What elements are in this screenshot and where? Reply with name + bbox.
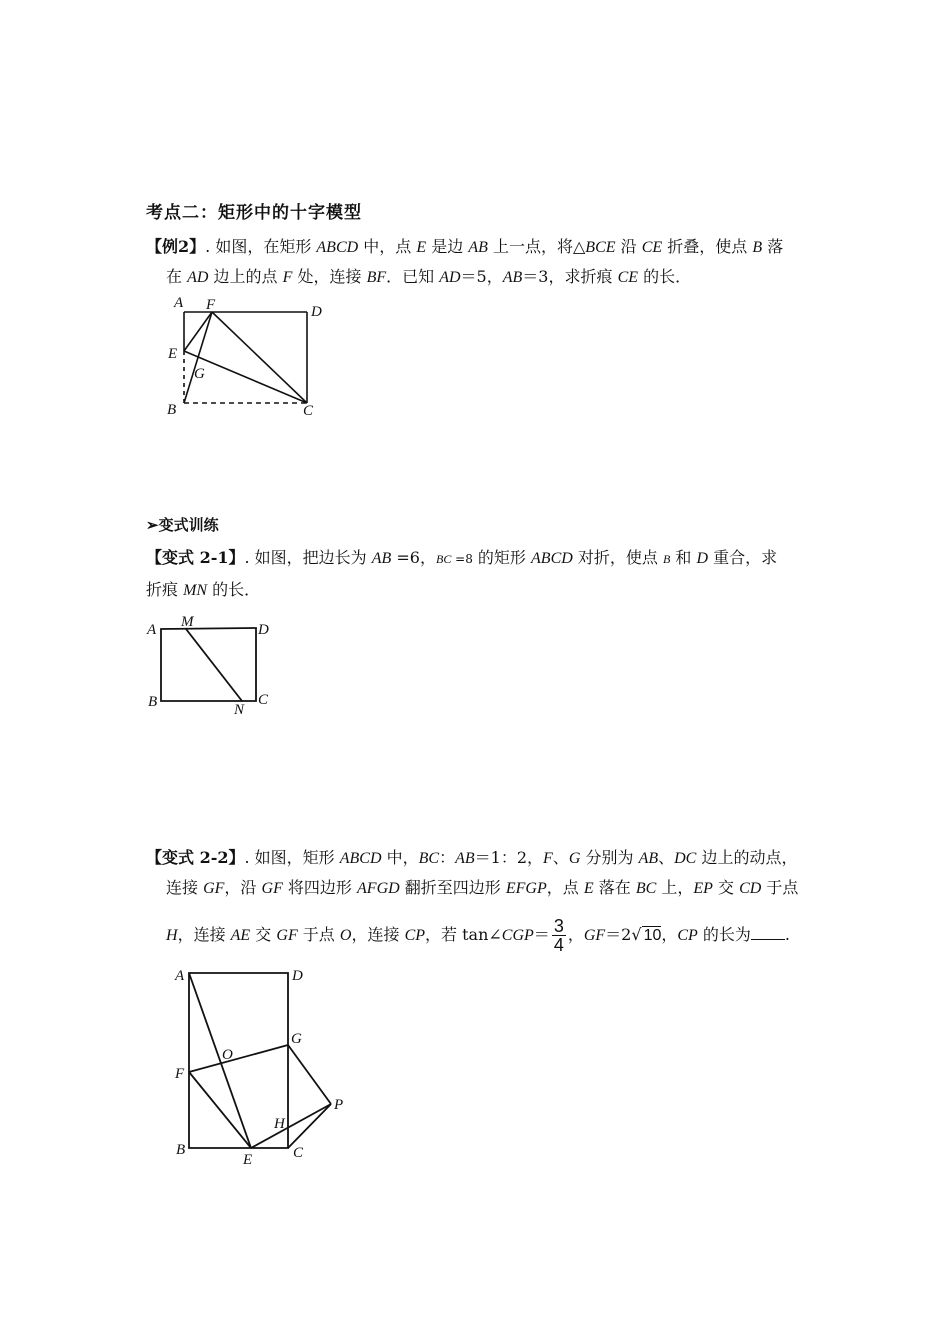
label-F: F [206, 297, 216, 313]
variant21-tag: 【变式 2-1】 [146, 548, 245, 567]
text: . [784, 925, 791, 944]
text: 折痕 [146, 580, 184, 599]
label-B: B [148, 694, 158, 710]
label-B: B [167, 402, 177, 418]
var: AB [638, 850, 659, 867]
seg-FG [189, 1045, 288, 1072]
label-G: G [291, 1031, 302, 1047]
var: AB [371, 550, 392, 567]
text: 重合，求 [708, 548, 778, 567]
label-A: A [175, 968, 185, 984]
var: AB [468, 239, 488, 256]
text: . 如图，矩形 [244, 848, 340, 867]
var: BC [418, 850, 440, 867]
label-C: C [303, 403, 314, 419]
text: =8 [451, 552, 473, 566]
text: 、 [658, 848, 675, 867]
text: 、 [552, 848, 569, 867]
text: 边上的动点， [696, 848, 798, 867]
text: 交 [250, 925, 277, 944]
text: 是边 [426, 237, 469, 256]
text: 的长． [638, 267, 692, 286]
var: CGP [501, 927, 534, 944]
text: 落在 [593, 878, 636, 897]
var: B [663, 552, 671, 566]
label-D: D [292, 968, 303, 984]
example2-tag: 【例2】 [146, 237, 206, 256]
var: ABCD [339, 850, 382, 867]
var: CP [677, 927, 698, 944]
label-H: H [274, 1116, 285, 1132]
seg-EP [251, 1104, 331, 1148]
text: 交 [712, 878, 740, 897]
label-O: O [222, 1047, 233, 1063]
text: . 如图，在矩形 [205, 237, 317, 256]
label-B: B [176, 1142, 186, 1158]
text: 中， [381, 848, 419, 867]
fraction-denominator: 4 [553, 935, 564, 955]
var: ABCD [316, 239, 359, 256]
var: BF [366, 269, 387, 286]
var: GF [276, 927, 298, 944]
sqrt-icon: √ [631, 925, 642, 944]
seg-FE [189, 1072, 251, 1148]
fraction-numerator: 3 [553, 916, 564, 936]
var: BC [635, 880, 657, 897]
var: E [416, 239, 427, 256]
text: ＝ [533, 925, 550, 944]
label-C: C [293, 1145, 304, 1161]
text: ．已知 [386, 267, 440, 286]
var: EP [693, 880, 713, 897]
text: 沿 [615, 237, 642, 256]
label-G: G [194, 366, 205, 382]
var: GF [261, 880, 283, 897]
label-C: C [258, 692, 269, 708]
section-practice: ➢变式训练 [146, 516, 219, 534]
text: 于点 [761, 878, 799, 897]
text: 的矩形 [472, 548, 532, 567]
text: ＝5， [460, 267, 503, 286]
var: GF [203, 880, 225, 897]
var: ABCD [531, 550, 573, 567]
var: MN [183, 582, 208, 599]
var: CE [617, 269, 639, 286]
variant22-tag: 【变式 2-2】 [146, 848, 245, 867]
label-M: M [181, 614, 194, 630]
text: . 如图，把边长为 [244, 548, 372, 567]
label-A: A [174, 295, 184, 311]
text: 边上的点 [208, 267, 283, 286]
text: 将四边形 [282, 878, 358, 897]
text: ＝3，求折痕 [522, 267, 618, 286]
label-D: D [258, 622, 269, 638]
label-E: E [243, 1152, 253, 1168]
text: ， [567, 925, 584, 944]
text: ＝1：2， [474, 848, 544, 867]
label-P: P [334, 1097, 344, 1113]
var: BC [435, 552, 452, 566]
var: DC [674, 850, 697, 867]
text: 翻折至四边形 [399, 878, 506, 897]
radicand: 10 [643, 927, 662, 944]
var: H [166, 927, 178, 944]
var: AD [439, 269, 461, 286]
seg-GP [288, 1045, 331, 1104]
var: G [568, 850, 581, 867]
var: AB [455, 850, 475, 867]
seg-PC [288, 1104, 331, 1148]
text: 处，连接 [292, 267, 367, 286]
text: 连接 [166, 878, 204, 897]
text: ，连接 [351, 925, 405, 944]
text: ，连接 [177, 925, 231, 944]
label-N: N [234, 702, 245, 718]
var: EFGP [505, 880, 547, 897]
var: GF [583, 927, 606, 944]
text: ， [661, 925, 678, 944]
text: 上一点，将△ [487, 237, 586, 256]
var: AE [230, 927, 251, 944]
text: ，沿 [224, 878, 262, 897]
var: CE [641, 239, 663, 256]
var: BCE [585, 239, 616, 256]
text: ，若 tan∠ [425, 925, 502, 944]
var: CD [739, 880, 762, 897]
seg-AE [189, 973, 251, 1148]
text: =6， [391, 548, 436, 567]
text: 中，点 [358, 237, 417, 256]
var: F [282, 269, 293, 286]
var: AD [187, 269, 209, 286]
text: 上， [656, 878, 694, 897]
var: F [543, 850, 553, 867]
label-F: F [175, 1066, 185, 1082]
var: E [583, 880, 594, 897]
text: ＝2 [605, 925, 632, 944]
var: B [752, 239, 763, 256]
var: O [339, 927, 352, 944]
text: 在 [166, 267, 188, 286]
text: 的长为 [697, 925, 751, 944]
var: CP [404, 927, 426, 944]
label-A: A [147, 622, 157, 638]
label-E: E [168, 346, 178, 362]
label-D: D [311, 304, 322, 320]
text: 落 [762, 237, 784, 256]
text: 的长． [207, 580, 261, 599]
section-heading: 考点二：矩形中的十字模型 [146, 203, 362, 223]
var: AB [502, 269, 523, 286]
text: ： [439, 848, 456, 867]
text: ，点 [546, 878, 584, 897]
var: D [696, 550, 709, 567]
var: AFGD [357, 880, 400, 897]
text: 于点 [297, 925, 340, 944]
text: 对折，使点 [572, 548, 663, 567]
text: 折叠，使点 [662, 237, 753, 256]
text: 和 [670, 548, 697, 567]
text: 分别为 [580, 848, 639, 867]
